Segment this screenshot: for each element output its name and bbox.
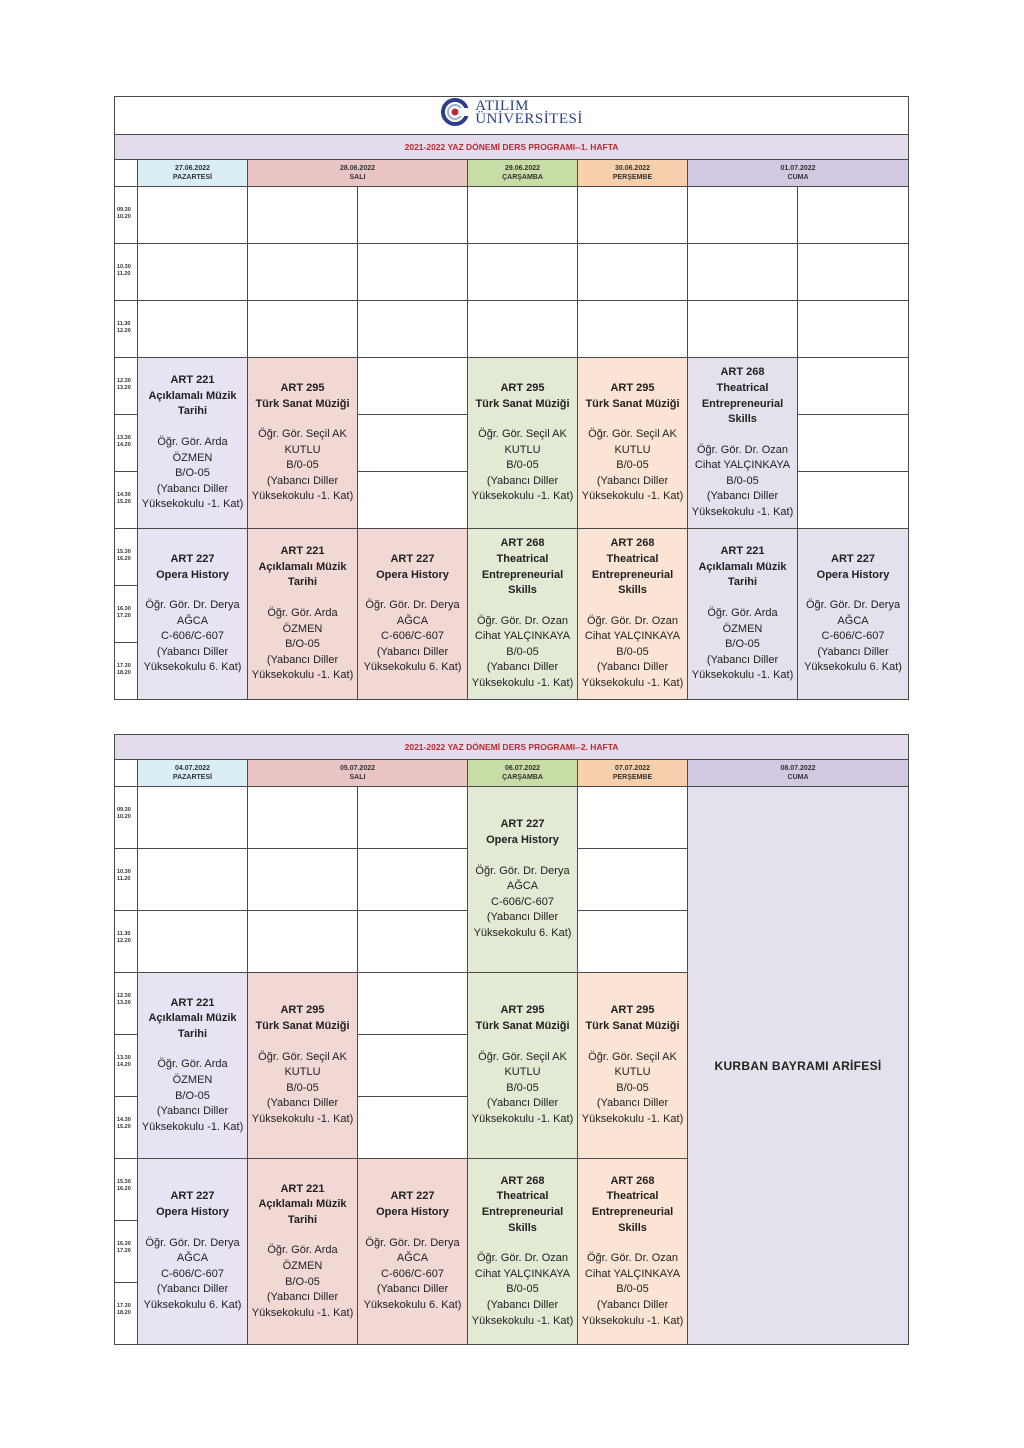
building-location: (Yabancı Diller Yüksekokulu -1. Kat) — [251, 1291, 354, 1319]
course-code: ART 268 — [500, 537, 545, 550]
course-code: ART 221 — [720, 545, 765, 558]
empty-cell — [248, 787, 358, 849]
instructor-name: Öğr. Gör. Seçil AK KUTLU — [478, 428, 567, 456]
instructor-name: Öğr. Gör. Seçil AK KUTLU — [588, 428, 677, 456]
empty-cell — [798, 244, 909, 301]
course-code: ART 268 — [610, 1174, 655, 1187]
building-location: (Yabancı Diller Yüksekokulu -1. Kat) — [251, 1097, 354, 1125]
building-location: (Yabancı Diller Yüksekokulu -1. Kat) — [581, 661, 684, 690]
building-location: (Yabancı Diller Yüksekokulu 6. Kat) — [143, 1283, 242, 1311]
course-name: Türk Sanat Müziği — [255, 1020, 350, 1033]
instructor-name: Öğr. Gör. Dr. Ozan Cihat YALÇINKAYA — [474, 614, 571, 643]
course-code: ART 221 — [280, 545, 325, 558]
course-info — [468, 1050, 577, 1128]
course-block — [578, 973, 688, 1159]
time-slot-7: 15.30 16.20 — [115, 529, 138, 586]
empty-cell — [358, 472, 468, 529]
time-slot-5: 13.30 14.20 — [115, 415, 138, 472]
course-info — [248, 606, 357, 684]
course-block — [248, 1159, 358, 1345]
empty-cell — [578, 787, 688, 849]
empty-cell — [358, 1097, 468, 1159]
course-info — [578, 614, 687, 692]
week2-day-tuesday: 05.07.2022 SALI — [248, 760, 468, 787]
corner-cell — [115, 160, 138, 187]
instructor-name: Öğr. Gör. Seçil AK KUTLU — [588, 1050, 677, 1079]
course-block — [578, 1159, 688, 1345]
building-location: (Yabancı Diller Yüksekokulu -1. Kat) — [691, 653, 794, 682]
instructor-name: Öğr. Gör. Dr. Ozan Cihat YALÇINKAYA — [694, 443, 791, 472]
course-code: ART 227 — [390, 552, 435, 565]
course-block — [688, 529, 798, 700]
building-location: (Yabancı Diller Yüksekokulu 6. Kat) — [363, 1283, 462, 1311]
course-info — [138, 435, 247, 513]
instructor-name: Öğr. Gör. Dr. Derya AĞCA — [145, 1236, 240, 1265]
empty-cell — [138, 787, 248, 849]
week1-day-tuesday: 28.06.2022 SALI — [248, 160, 468, 187]
week1-schedule-table — [114, 96, 909, 700]
course-block — [468, 529, 578, 700]
course-block — [468, 1159, 578, 1345]
room-code: C-606/C-607 — [161, 1267, 224, 1280]
course-code: ART 227 — [170, 1190, 215, 1203]
course-code: ART 268 — [610, 537, 655, 550]
empty-cell — [578, 849, 688, 911]
course-block — [248, 529, 358, 700]
time-slot-6: 14.30 15.20 — [115, 472, 138, 529]
course-block — [138, 358, 248, 529]
instructor-name: Öğr. Gör. Arda ÖZMEN — [707, 606, 778, 635]
course-code: ART 227 — [500, 818, 545, 831]
empty-cell — [798, 415, 909, 472]
course-block — [248, 973, 358, 1159]
empty-cell — [688, 187, 798, 244]
instructor-name: Öğr. Gör. Seçil AK KUTLU — [478, 1050, 567, 1079]
room-code: B/O-05 — [175, 1089, 210, 1102]
course-info — [358, 598, 467, 676]
empty-cell — [248, 911, 358, 973]
room-code: B/O-05 — [285, 1275, 320, 1288]
building-location: (Yabancı Diller Yüksekokulu 6. Kat) — [804, 645, 902, 674]
empty-cell — [138, 244, 248, 301]
course-info — [468, 1251, 577, 1329]
course-info — [688, 606, 797, 684]
time-slot-4: 12.30 13.20 — [115, 973, 138, 1035]
course-code: ART 295 — [280, 381, 325, 394]
course-info — [578, 1050, 687, 1128]
course-name: Theatrical Entrepreneurial Skills — [591, 1190, 674, 1234]
room-code: B/0-05 — [616, 459, 649, 472]
empty-cell — [138, 911, 248, 973]
empty-cell — [358, 849, 468, 911]
building-location: (Yabancı Diller Yüksekokulu -1. Kat) — [471, 661, 574, 690]
room-code: C-606/C-607 — [161, 630, 224, 643]
building-location: (Yabancı Diller Yüksekokulu 6. Kat) — [363, 645, 462, 674]
course-block — [798, 529, 909, 700]
instructor-name: Öğr. Gör. Dr. Derya AĞCA — [475, 864, 570, 893]
course-name: Türk Sanat Müziği — [255, 397, 350, 410]
instructor-name: Öğr. Gör. Arda ÖZMEN — [267, 606, 338, 635]
time-slot-1: 09.30 10.20 — [115, 787, 138, 849]
building-location: (Yabancı Diller Yüksekokulu 6. Kat) — [473, 911, 572, 939]
instructor-name: Öğr. Gör. Dr. Ozan Cihat YALÇINKAYA — [584, 614, 681, 643]
corner-cell — [115, 760, 138, 787]
course-name: Opera History — [816, 568, 890, 581]
building-location: (Yabancı Diller Yüksekokulu -1. Kat) — [691, 490, 794, 519]
course-info — [688, 443, 797, 521]
holiday-cell: KURBAN BAYRAMI ARİFESİ — [688, 787, 909, 1345]
week1-day-thursday: 30.06.2022 PERŞEMBE — [578, 160, 688, 187]
empty-cell — [358, 1035, 468, 1097]
time-slot-3: 11.30 12.20 — [115, 301, 138, 358]
time-slot-6: 14.30 15.20 — [115, 1097, 138, 1159]
course-name: Theatrical Entrepreneurial Skills — [481, 552, 564, 597]
course-name: Opera History — [376, 1206, 449, 1219]
room-code: C-606/C-607 — [821, 630, 885, 643]
empty-cell — [138, 849, 248, 911]
empty-cell — [468, 244, 578, 301]
empty-cell — [798, 472, 909, 529]
course-code: ART 221 — [280, 1182, 325, 1195]
course-code: ART 221 — [170, 996, 215, 1009]
course-info — [138, 1236, 247, 1314]
building-location: (Yabancı Diller Yüksekokulu -1. Kat) — [471, 474, 574, 503]
empty-cell — [138, 301, 248, 358]
time-slot-2: 10.30 11.20 — [115, 849, 138, 911]
course-info — [468, 614, 577, 692]
course-info — [248, 1243, 357, 1321]
week2-title: 2021-2022 YAZ DÖNEMİ DERS PROGRAMI--2. HAFTA — [115, 735, 909, 760]
course-info — [248, 1050, 357, 1128]
building-location: (Yabancı Diller Yüksekokulu -1. Kat) — [581, 1097, 684, 1125]
course-info — [798, 598, 908, 676]
time-slot-9: 17.30 18.20 — [115, 1283, 138, 1345]
room-code: B/0-05 — [616, 1081, 649, 1094]
room-code: B/0-05 — [286, 459, 319, 472]
instructor-name: Öğr. Gör. Dr. Derya AĞCA — [805, 599, 901, 627]
instructor-name: Öğr. Gör. Dr. Derya AĞCA — [365, 1236, 460, 1265]
building-location: (Yabancı Diller Yüksekokulu -1. Kat) — [581, 1298, 684, 1327]
empty-cell — [468, 187, 578, 244]
course-name: Theatrical Entrepreneurial Skills — [481, 1190, 564, 1234]
course-block — [578, 529, 688, 700]
course-name: Theatrical Entrepreneurial Skills — [591, 552, 674, 597]
time-slot-9: 17.30 18.20 — [115, 643, 138, 700]
room-code: B/0-05 — [726, 474, 759, 487]
building-location: (Yabancı Diller Yüksekokulu -1. Kat) — [251, 653, 354, 682]
empty-cell — [358, 187, 468, 244]
course-name: Açıklamalı Müzik Tarihi — [148, 389, 237, 418]
course-block — [358, 1159, 468, 1345]
time-slot-8: 16.30 17.20 — [115, 586, 138, 643]
empty-cell — [798, 301, 909, 358]
room-code: C-606/C-607 — [381, 630, 444, 643]
course-name: Opera History — [156, 1206, 229, 1219]
building-location: (Yabancı Diller Yüksekokulu -1. Kat) — [471, 1298, 574, 1327]
atilim-emblem-icon — [440, 98, 470, 128]
instructor-name: Öğr. Gör. Dr. Derya AĞCA — [145, 599, 240, 627]
time-slot-4: 12.30 13.20 — [115, 358, 138, 415]
course-code: ART 227 — [170, 552, 215, 565]
course-name: Türk Sanat Müziği — [475, 397, 570, 410]
room-code: B/O-05 — [725, 638, 760, 651]
course-block — [578, 358, 688, 529]
course-info — [578, 1251, 687, 1329]
building-location: (Yabancı Diller Yüksekokulu 6. Kat) — [143, 645, 242, 674]
room-code: B/0-05 — [616, 1283, 649, 1296]
course-name: Opera History — [486, 834, 559, 847]
week2-schedule-table — [114, 734, 909, 1345]
course-block — [468, 358, 578, 529]
empty-cell — [578, 244, 688, 301]
room-code: B/0-05 — [506, 645, 539, 658]
empty-cell — [798, 358, 909, 415]
atilim-logo — [440, 98, 583, 128]
course-code: ART 295 — [610, 1004, 655, 1017]
room-code: B/0-05 — [506, 1283, 539, 1296]
course-code: ART 295 — [500, 381, 545, 394]
course-code: ART 268 — [720, 366, 765, 379]
week1-day-monday: 27.06.2022 PAZARTESİ — [138, 160, 248, 187]
building-location: (Yabancı Diller Yüksekokulu -1. Kat) — [141, 482, 244, 511]
instructor-name: Öğr. Gör. Seçil AK KUTLU — [258, 428, 347, 456]
week1-day-friday: 01.07.2022 CUMA — [688, 160, 909, 187]
course-name: Türk Sanat Müziği — [585, 1020, 680, 1033]
week2-day-wednesday: 06.07.2022 ÇARŞAMBA — [468, 760, 578, 787]
room-code: C-606/C-607 — [491, 895, 554, 908]
week1-title: 2021-2022 YAZ DÖNEMİ DERS PROGRAMI--1. HAFTA — [115, 135, 909, 160]
empty-cell — [688, 244, 798, 301]
course-info — [248, 427, 357, 505]
course-name: Açıklamalı Müzik Tarihi — [698, 560, 787, 589]
course-code: ART 227 — [390, 1190, 435, 1203]
course-info — [468, 864, 577, 942]
course-code: ART 295 — [280, 1004, 325, 1017]
instructor-name: Öğr. Gör. Dr. Ozan Cihat YALÇINKAYA — [474, 1252, 571, 1280]
course-block — [138, 1159, 248, 1345]
empty-cell — [358, 244, 468, 301]
time-slot-7: 15.30 16.20 — [115, 1159, 138, 1221]
instructor-name: Öğr. Gör. Seçil AK KUTLU — [258, 1050, 347, 1079]
empty-cell — [248, 244, 358, 301]
course-code: ART 295 — [500, 1004, 545, 1017]
instructor-name: Öğr. Gör. Arda ÖZMEN — [157, 435, 228, 464]
time-slot-8: 16.30 17.20 — [115, 1221, 138, 1283]
course-block — [248, 358, 358, 529]
course-code: ART 295 — [610, 381, 655, 394]
instructor-name: Öğr. Gör. Arda ÖZMEN — [267, 1244, 338, 1272]
room-code: B/0-05 — [506, 459, 539, 472]
empty-cell — [358, 973, 468, 1035]
empty-cell — [138, 187, 248, 244]
empty-cell — [578, 187, 688, 244]
room-code: B/0-05 — [286, 1081, 319, 1094]
week1-day-wednesday: 29.06.2022 ÇARŞAMBA — [468, 160, 578, 187]
week2-day-thursday: 07.07.2022 PERŞEMBE — [578, 760, 688, 787]
course-info — [138, 1057, 247, 1135]
building-location: (Yabancı Diller Yüksekokulu -1. Kat) — [581, 474, 684, 503]
building-location: (Yabancı Diller Yüksekokulu -1. Kat) — [251, 474, 354, 503]
empty-cell — [358, 911, 468, 973]
room-code: C-606/C-607 — [381, 1267, 444, 1280]
course-name: Açıklamalı Müzik Tarihi — [148, 1012, 237, 1040]
building-location: (Yabancı Diller Yüksekokulu -1. Kat) — [141, 1105, 244, 1133]
room-code: B/O-05 — [175, 467, 210, 480]
empty-cell — [358, 787, 468, 849]
course-block — [468, 973, 578, 1159]
course-block — [138, 529, 248, 700]
course-name: Türk Sanat Müziği — [475, 1020, 570, 1033]
empty-cell — [358, 358, 468, 415]
room-code: B/O-05 — [285, 638, 320, 651]
empty-cell — [578, 301, 688, 358]
course-code: ART 268 — [500, 1174, 545, 1187]
empty-cell — [248, 187, 358, 244]
time-slot-3: 11.30 12.20 — [115, 911, 138, 973]
course-code: ART 227 — [831, 552, 876, 565]
empty-cell — [578, 911, 688, 973]
room-code: B/0-05 — [506, 1081, 539, 1094]
course-info — [358, 1236, 467, 1314]
empty-cell — [248, 301, 358, 358]
empty-cell — [468, 301, 578, 358]
course-block — [138, 973, 248, 1159]
course-name: Theatrical Entrepreneurial Skills — [701, 381, 784, 426]
course-block — [468, 787, 578, 973]
logo-line2: ÜNİVERSİTESİ — [475, 111, 583, 127]
instructor-name: Öğr. Gör. Dr. Derya AĞCA — [365, 599, 460, 627]
logo-line1: ATILIM — [475, 98, 530, 114]
empty-cell — [358, 301, 468, 358]
course-name: Açıklamalı Müzik Tarihi — [258, 1198, 347, 1226]
empty-cell — [688, 301, 798, 358]
empty-cell — [798, 187, 909, 244]
course-info — [138, 598, 247, 676]
empty-cell — [358, 415, 468, 472]
university-logo-header — [115, 97, 909, 135]
course-name: Opera History — [376, 568, 449, 581]
instructor-name: Öğr. Gör. Arda ÖZMEN — [157, 1058, 228, 1086]
empty-cell — [248, 849, 358, 911]
course-info — [468, 427, 577, 505]
instructor-name: Öğr. Gör. Dr. Ozan Cihat YALÇINKAYA — [584, 1252, 681, 1280]
course-block — [358, 529, 468, 700]
course-info — [578, 427, 687, 505]
room-code: B/0-05 — [616, 645, 649, 658]
course-name: Açıklamalı Müzik Tarihi — [258, 560, 347, 589]
week2-day-monday: 04.07.2022 PAZARTESİ — [138, 760, 248, 787]
time-slot-2: 10.30 11.20 — [115, 244, 138, 301]
week2-day-friday: 08.07.2022 CUMA — [688, 760, 909, 787]
course-code: ART 221 — [170, 374, 215, 387]
building-location: (Yabancı Diller Yüksekokulu -1. Kat) — [471, 1097, 574, 1125]
course-name: Türk Sanat Müziği — [585, 397, 680, 410]
time-slot-5: 13.30 14.20 — [115, 1035, 138, 1097]
time-slot-1: 09.30 10.20 — [115, 187, 138, 244]
course-block — [688, 358, 798, 529]
course-name: Opera History — [156, 568, 229, 581]
